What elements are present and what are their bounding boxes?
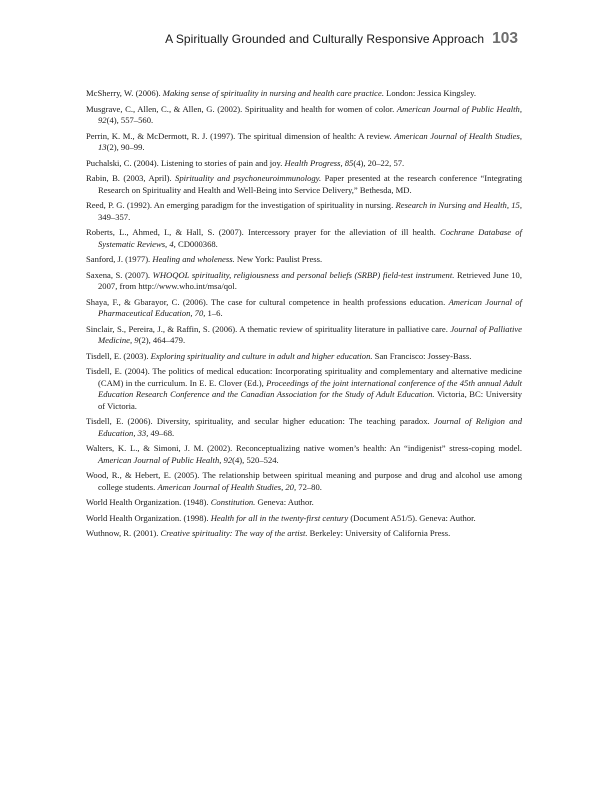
- reference-text: Sanford, J. (1977).: [86, 254, 153, 265]
- reference-entry: [86, 88, 522, 99]
- reference-text: 49–68.: [148, 427, 175, 438]
- reference-text: (4), 520–524.: [232, 454, 279, 465]
- reference-entry: [86, 366, 522, 412]
- reference-entry: [86, 227, 522, 250]
- reference-text: Perrin, K. M., & McDermott, R. J. (1997). The spiritual dimension of health: A review.: [86, 130, 395, 141]
- reference-italic: American Journal of Public Health, 92: [98, 454, 233, 465]
- reference-italic: WHOQOL spirituality, religiousness and personal beliefs (SRBP) field-test instrument.: [152, 269, 455, 280]
- reference-italic: Creative spirituality: The way of the artist.: [160, 528, 308, 539]
- reference-text: New York: Paulist Press.: [234, 254, 323, 265]
- reference-text: Puchalski, C. (2004). Listening to stories of pain and joy.: [86, 157, 285, 168]
- reference-text: Saxena, S. (2007).: [86, 269, 153, 280]
- page-number: 103: [492, 30, 518, 47]
- reference-text: (2), 90–99.: [106, 142, 145, 152]
- reference-list: [86, 88, 522, 544]
- reference-text: Reed, P. G. (1992). An emerging paradigm for the investigation of spirituality in nursing.: [86, 200, 396, 211]
- reference-italic: American Journal of Public Health, 92: [98, 103, 522, 125]
- reference-text: World Health Organization. (1948).: [86, 497, 211, 508]
- reference-entry: [86, 416, 522, 439]
- reference-entry: [86, 131, 522, 154]
- reference-text: London: Jessica Kingsley.: [383, 88, 477, 98]
- reference-text: (2), 464–479.: [138, 335, 186, 346]
- reference-text: 72–80.: [296, 481, 322, 492]
- reference-entry: [86, 528, 522, 539]
- reference-text: Berkeley: University of California Press.: [307, 528, 451, 539]
- reference-italic: Journal of Religion and Education, 33,: [98, 416, 523, 438]
- reference-text: Wood, R., & Hebert, E. (2005). The relationship between spiritual meaning and purpose and drug and alcohol use among college students.: [86, 470, 522, 492]
- reference-entry: [86, 104, 522, 127]
- reference-entry: [86, 497, 522, 508]
- reference-entry: [86, 297, 522, 320]
- reference-text: CD000368.: [175, 238, 218, 249]
- reference-text: 349–357.: [98, 211, 131, 222]
- reference-italic: Constitution.: [210, 497, 256, 508]
- reference-italic: Proceedings of the joint international conference of the 45th annual Adult Education Research Conference and the Canadian Association for the Study of Adult Education.: [98, 377, 522, 400]
- reference-italic: Journal of Palliative Medicine, 9: [98, 323, 522, 346]
- reference-text: Rabin, B. (2003, April).: [86, 173, 176, 184]
- reference-italic: American Journal of Health Studies, 13: [98, 130, 522, 152]
- reference-entry: [86, 270, 522, 293]
- reference-italic: American Journal of Health Studies, 20,: [157, 481, 297, 492]
- reference-text: World Health Organization. (1998).: [86, 512, 211, 523]
- reference-text: Paper presented at the research conference “Integrating Research on Spirituality and Health and Well-Being into Service Delivery,” Bethesda, MD.: [98, 173, 522, 195]
- reference-text: Geneva: Author.: [255, 497, 314, 508]
- reference-italic: Making sense of spirituality in nursing and health care practice.: [162, 88, 384, 98]
- reference-entry: [86, 351, 522, 362]
- reference-italic: Spirituality and psychoneuroimmunology.: [175, 173, 322, 184]
- reference-text: McSherry, W. (2006).: [86, 88, 163, 98]
- reference-entry: [86, 200, 522, 223]
- reference-text: Tisdell, E. (2003).: [86, 350, 151, 361]
- reference-entry: [86, 470, 522, 493]
- reference-text: Wuthnow, R. (2001).: [86, 528, 161, 539]
- reference-italic: American Journal of Pharmaceutical Education, 70,: [98, 296, 522, 319]
- reference-text: (4), 557–560.: [106, 115, 154, 125]
- reference-text: Roberts, L., Ahmed, I., & Hall, S. (2007). Intercessory prayer for the alleviation of ill health.: [86, 227, 441, 238]
- reference-text: 1–6.: [205, 308, 223, 319]
- reference-italic: Cochrane Database of Systematic Reviews, 4,: [98, 227, 522, 249]
- reference-text: Retrieved June 10, 2007, from http://www.who.int/msa/qol.: [98, 269, 522, 292]
- reference-entry: [86, 443, 522, 466]
- reference-text: Victoria, BC: University of Victoria.: [98, 389, 522, 411]
- running-title: A Spiritually Grounded and Culturally Responsive Approach: [165, 32, 485, 46]
- reference-italic: Health for all in the twenty-first century: [210, 512, 349, 523]
- reference-entry: [86, 173, 522, 196]
- reference-italic: Healing and wholeness.: [152, 254, 235, 265]
- reference-italic: Research in Nursing and Health, 15,: [395, 200, 522, 211]
- reference-entry: [86, 158, 522, 169]
- reference-text: (4), 20–22, 57.: [353, 157, 405, 168]
- reference-text: Walters, K. L., & Simoni, J. M. (2002). Reconceptualizing native women’s health: An “indigenist” stress-coping model.: [86, 443, 522, 454]
- reference-entry: [86, 513, 522, 524]
- reference-text: Tisdell, E. (2006). Diversity, spirituality, and secular higher education: The teaching paradox.: [86, 416, 434, 427]
- reference-text: Sinclair, S., Pereira, J., & Raffin, S. (2006). A thematic review of spirituality literature in palliative care.: [86, 323, 451, 334]
- reference-text: Musgrave, C., Allen, C., & Allen, G. (2002). Spirituality and health for women of color.: [86, 103, 397, 114]
- running-header: [86, 30, 518, 48]
- reference-italic: Exploring spirituality and culture in adult and higher education.: [150, 350, 373, 361]
- reference-entry: [86, 324, 522, 347]
- reference-text: Tisdell, E. (2004). The politics of medical education: Incorporating spirituality and complementary and alternative medicine (CAM) in the curriculum. In E. E. Clover (Ed.),: [86, 366, 522, 388]
- reference-text: (Document A51/5). Geneva: Author.: [348, 512, 476, 523]
- reference-text: San Francisco: Jossey-Bass.: [372, 350, 472, 361]
- reference-italic: Health Progress, 85: [284, 157, 354, 168]
- reference-text: Shaya, F., & Gbarayor, C. (2006). The case for cultural competence in health professions education.: [86, 296, 449, 307]
- reference-entry: [86, 254, 522, 265]
